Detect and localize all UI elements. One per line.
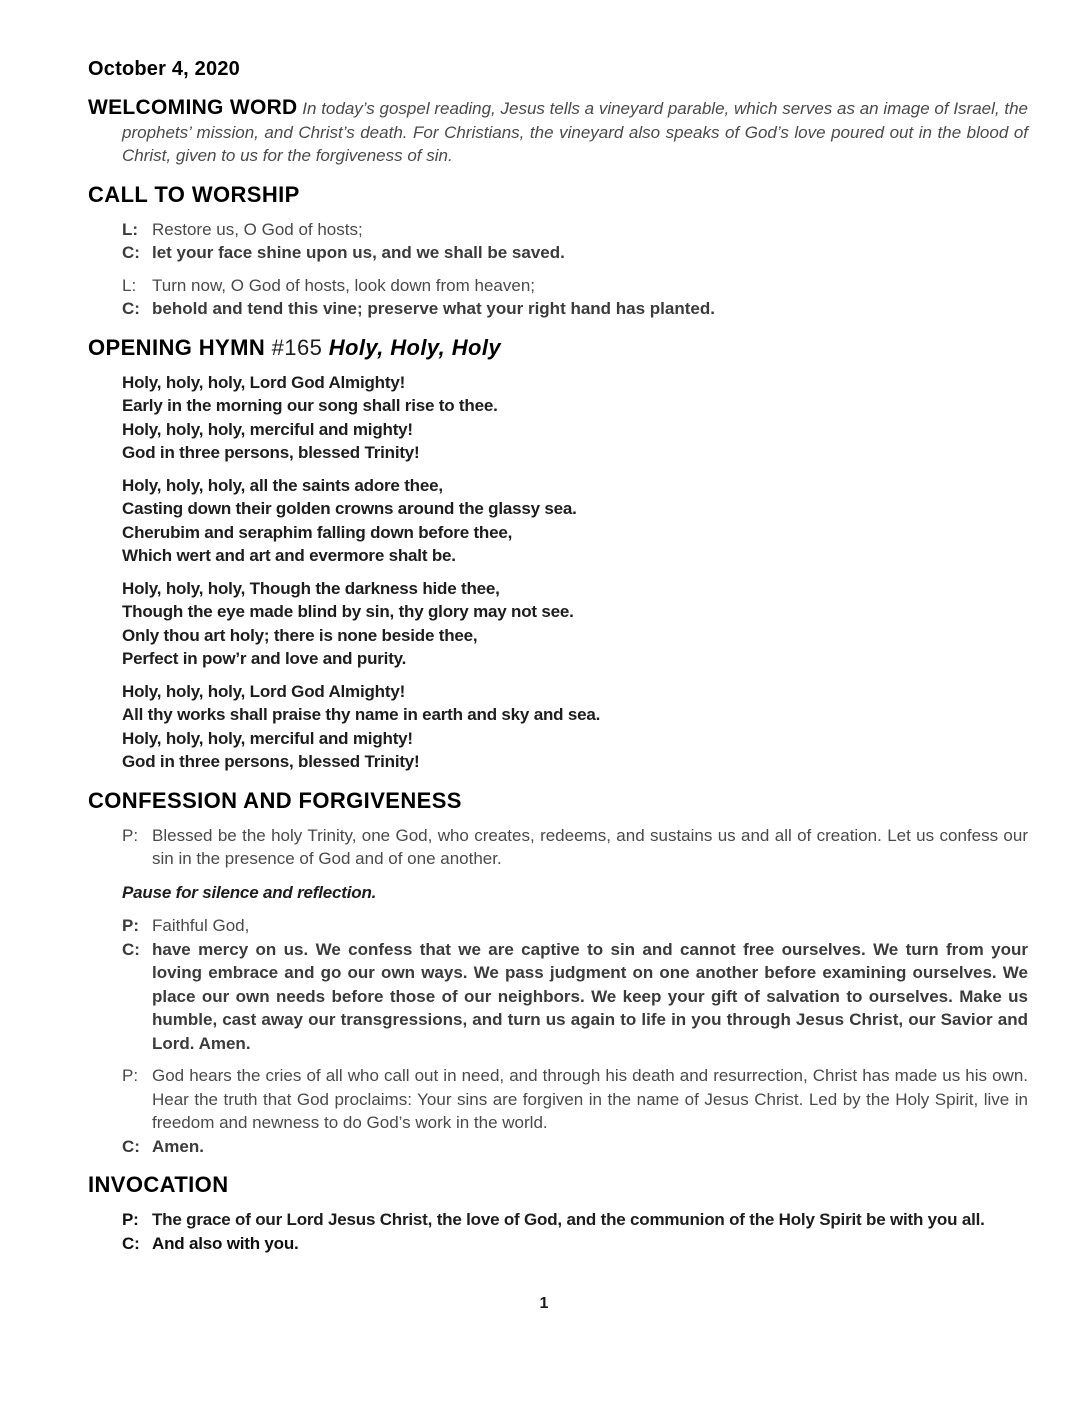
hymn-line: Only thou art holy; there is none beside thee,: [122, 625, 478, 645]
hymn-number: #165: [271, 334, 323, 360]
speaker-label: C:: [122, 243, 140, 262]
hymn-line: Holy, holy, holy, Lord God Almighty!: [122, 681, 406, 701]
hymn-line: Holy, holy, holy, Lord God Almighty!: [122, 372, 406, 392]
speaker-label: C:: [122, 299, 140, 318]
response-line: [122, 297, 1028, 321]
hymn-line: Holy, holy, holy, merciful and mighty!: [122, 728, 413, 748]
response-text: behold and tend this vine; preserve what your right hand has planted.: [152, 299, 715, 318]
response-group: [88, 824, 1028, 871]
hymn-title: Holy, Holy, Holy: [328, 334, 501, 360]
hymn-line: Holy, holy, holy, all the saints adore thee,: [122, 475, 443, 495]
hymn-line: God in three persons, blessed Trinity!: [122, 443, 420, 462]
speaker-label: P:: [122, 825, 139, 845]
response-text: Faithful God,: [152, 916, 250, 935]
speaker-label: P:: [122, 1066, 139, 1085]
speaker-label: C:: [122, 939, 140, 959]
response-text: have mercy on us. We confess that we are captive to sin and cannot free ourselves. We turn from your loving embrace and go our own ways. We pass judgment on one another before examining ourselves. We place our own needs before those of our neighbors. We keep your gift of salvation to ourselves. Make us humble, cast away our transgressions, and turn us again to life in you through Jesus Christ, our Savior and Lord. Amen.: [152, 939, 1028, 1053]
hymn-line: All thy works shall praise thy name in earth and sky and sea.: [122, 705, 601, 724]
response-text: God hears the cries of all who call out in need, and through his death and resurrection, Christ has made us his own. Hear the truth that God proclaims: Your sins are forgiven in the name of Jesus Christ. Led by the Holy Spirit, live in freedom and newness to do God’s work in the world.: [152, 1066, 1028, 1132]
hymn-verse: [122, 680, 1028, 774]
response-line: [122, 1208, 1028, 1232]
response-text: The grace of our Lord Jesus Christ, the love of God, and the communion of the Holy Spirit be with you all.: [152, 1210, 985, 1229]
response-text: Turn now, O God of hosts, look down from heaven;: [152, 275, 536, 295]
section-heading-opening-hymn: [88, 334, 1028, 362]
response-line: [122, 1232, 1028, 1256]
response-group: [88, 914, 1028, 1055]
response-line: [122, 218, 1028, 242]
section-heading-call-to-worship: CALL TO WORSHIP: [88, 181, 300, 207]
response-line: [122, 241, 1028, 265]
response-line: [122, 1135, 1028, 1159]
hymn-line: Casting down their golden crowns around the glassy sea.: [122, 499, 577, 518]
response-group: [88, 1208, 1028, 1255]
welcoming-word-text: In today’s gospel reading, Jesus tells a vineyard parable, which serves as an image of Israel, the prophets’ mission, and Christ’s death. For Christians, the vineyard also speaks of God’s love poured out in the blood of Christ, given to us for the forgiveness of sin.: [122, 99, 1028, 165]
response-line: [122, 1064, 1028, 1135]
response-text: let your face shine upon us, and we shall be saved.: [152, 243, 565, 262]
response-line: [122, 824, 1028, 871]
speaker-label: P:: [122, 916, 139, 935]
speaker-label: P:: [122, 1210, 139, 1229]
hymn-verses: [88, 371, 1028, 774]
confession-body: [88, 824, 1028, 1159]
hymn-line: Cherubim and seraphim falling down before thee,: [122, 522, 513, 542]
opening-hymn-label: OPENING HYMN: [88, 334, 266, 360]
hymn-line: Perfect in pow’r and love and purity.: [122, 649, 407, 668]
hymn-line: Holy, holy, holy, Though the darkness hide thee,: [122, 578, 500, 598]
section-heading-confession: CONFESSION AND FORGIVENESS: [88, 787, 462, 813]
welcoming-word-label: WELCOMING WORD: [88, 96, 298, 119]
response-text: Restore us, O God of hosts;: [152, 219, 363, 239]
response-text: Amen.: [152, 1136, 204, 1156]
speaker-label: L:: [122, 275, 137, 295]
document-date: October 4, 2020: [88, 58, 240, 80]
speaker-label: C:: [122, 1136, 140, 1156]
speaker-label: C:: [122, 1233, 140, 1253]
response-line: [122, 914, 1028, 938]
page-number: 1: [539, 1295, 549, 1312]
hymn-line: Which wert and art and evermore shalt be.: [122, 546, 456, 565]
hymn-line: Though the eye made blind by sin, thy glory may not see.: [122, 602, 574, 621]
hymn-verse: [122, 371, 1028, 465]
response-group: [88, 218, 1028, 265]
rubric: Pause for silence and reflection.: [122, 882, 377, 902]
response-line: [122, 938, 1028, 1056]
hymn-line: Early in the morning our song shall rise to thee.: [122, 396, 498, 415]
response-group: [88, 274, 1028, 321]
invocation-body: [88, 1208, 1028, 1255]
hymn-verse: [122, 577, 1028, 671]
response-line: [122, 274, 1028, 298]
response-group: [88, 1064, 1028, 1158]
call-to-worship-body: [88, 218, 1028, 321]
section-heading-invocation: INVOCATION: [88, 1172, 229, 1197]
speaker-label: L:: [122, 219, 139, 239]
welcoming-word-paragraph: [88, 96, 1028, 168]
response-text: And also with you.: [152, 1233, 299, 1253]
response-text: Blessed be the holy Trinity, one God, who creates, redeems, and sustains us and all of creation. Let us confess our sin in the presence of God and of one another.: [152, 825, 1028, 868]
hymn-verse: [122, 474, 1028, 568]
hymn-line: God in three persons, blessed Trinity!: [122, 752, 420, 771]
hymn-line: Holy, holy, holy, merciful and mighty!: [122, 419, 413, 439]
